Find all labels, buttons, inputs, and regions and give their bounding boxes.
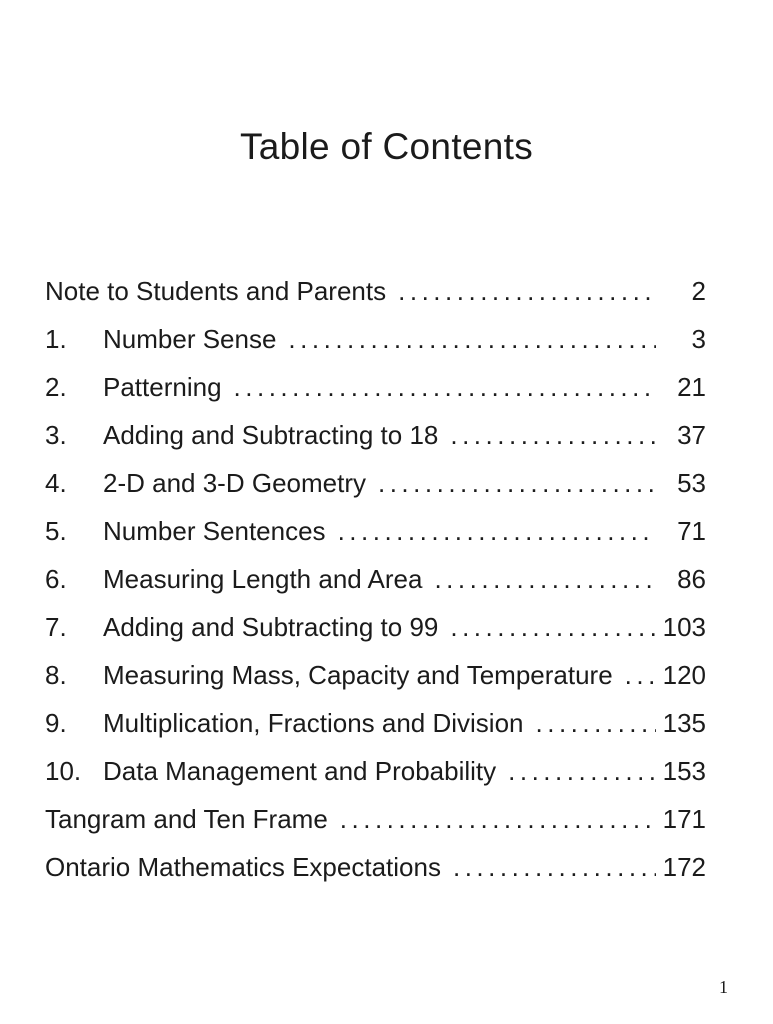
toc-leader-dots (453, 843, 656, 891)
toc-entry-number: 1. (45, 324, 67, 354)
toc-entry (45, 747, 706, 795)
toc-entry (45, 843, 706, 891)
toc-leader-dots (288, 315, 656, 363)
toc-entry-page: 37 (677, 420, 706, 450)
toc-entry-page: 2 (691, 276, 706, 306)
toc-entry-label: Number Sentences (103, 516, 326, 546)
toc-entry (45, 363, 706, 411)
toc-leader-dots (340, 795, 656, 843)
toc-leader-dots (450, 603, 656, 651)
toc-leader-dots (398, 267, 656, 315)
toc-entry-page: 86 (677, 564, 706, 594)
toc-entry-page: 21 (677, 372, 706, 402)
toc-entry-page: 171 (662, 804, 706, 834)
footer-page-number: 1 (719, 977, 728, 997)
toc-entry-label: Multiplication, Fractions and Division (103, 708, 524, 738)
toc-entry-number: 5. (45, 516, 67, 546)
toc-entry (45, 315, 706, 363)
toc-leader-dots (378, 459, 656, 507)
toc-entry-page: 120 (662, 660, 706, 690)
toc-entry-label: Adding and Subtracting to 99 (103, 612, 439, 642)
toc-entry-label: Ontario Mathematics Expectations (45, 852, 441, 882)
toc-leader-dots (434, 555, 656, 603)
toc-entry-page: 135 (662, 708, 706, 738)
table-of-contents (45, 267, 706, 891)
toc-entry-number: 2. (45, 372, 67, 402)
toc-entry-number: 8. (45, 660, 67, 690)
toc-entry-page: 153 (662, 756, 706, 786)
toc-entry-number: 3. (45, 420, 67, 450)
toc-entry (45, 651, 706, 699)
toc-entry-number: 6. (45, 564, 67, 594)
toc-entry-label: Data Management and Probability (103, 756, 497, 786)
toc-entry-label: Patterning (103, 372, 222, 402)
toc-entry (45, 507, 706, 555)
toc-entry-label: Adding and Subtracting to 18 (103, 420, 439, 450)
toc-entry-label: 2-D and 3-D Geometry (103, 468, 366, 498)
toc-entry-page: 172 (662, 852, 706, 882)
toc-entry-number: 4. (45, 468, 67, 498)
toc-leader-dots (338, 507, 656, 555)
toc-entry-page: 3 (691, 324, 706, 354)
toc-entry-label: Tangram and Ten Frame (45, 804, 328, 834)
toc-entry-label: Number Sense (103, 324, 277, 354)
page-title: Table of Contents (239, 126, 534, 167)
toc-leader-dots (234, 363, 656, 411)
toc-entry-number: 7. (45, 612, 67, 642)
toc-entry-page: 71 (677, 516, 706, 546)
toc-entry-page: 53 (677, 468, 706, 498)
toc-entry-label: Note to Students and Parents (45, 276, 387, 306)
toc-entry-label: Measuring Length and Area (103, 564, 423, 594)
toc-entry (45, 699, 706, 747)
toc-entry (45, 555, 706, 603)
toc-entry (45, 267, 706, 315)
toc-entry-number: 10. (45, 756, 82, 786)
toc-entry (45, 459, 706, 507)
toc-entry-label: Measuring Mass, Capacity and Temperature (103, 660, 613, 690)
toc-entry (45, 411, 706, 459)
toc-entry-number: 9. (45, 708, 67, 738)
toc-leader-dots (508, 747, 656, 795)
toc-leader-dots (450, 411, 656, 459)
toc-entry (45, 795, 706, 843)
toc-leader-dots (625, 651, 656, 699)
toc-leader-dots (536, 699, 656, 747)
toc-entry (45, 603, 706, 651)
toc-entry-page: 103 (662, 612, 706, 642)
